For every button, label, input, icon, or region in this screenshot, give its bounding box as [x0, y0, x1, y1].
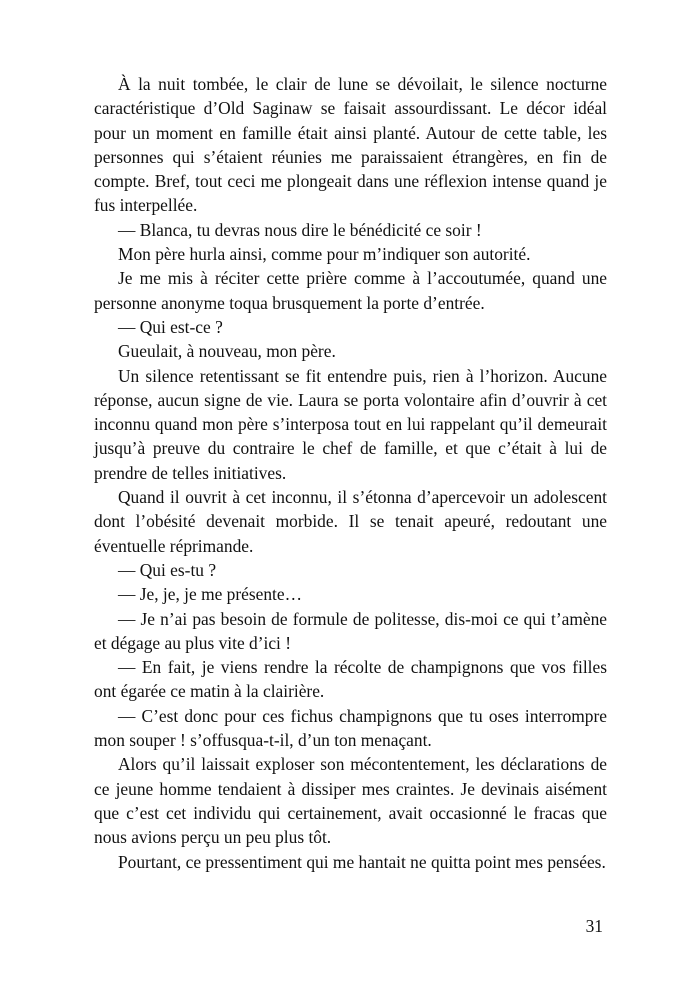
dialogue-line: — Je, je, je me présente… [118, 584, 302, 605]
dialogue-line: — Blanca, tu devras nous dire le bénédicité ce soir ! [118, 219, 482, 240]
paragraph: Pourtant, ce pressentiment qui me hantait ne quitta point mes pensées. [118, 851, 606, 872]
dialogue-line: — En fait, je viens rendre la récolte de champignons que vos filles ont égarée ce matin à la clairière. [94, 657, 607, 702]
paragraph: Je me mis à réciter cette prière comme à l’accoutumée, quand une personne anonyme toqua brusquement la porte d’entrée. [94, 268, 607, 313]
paragraph: Un silence retentissant se fit entendre puis, rien à l’horizon. Aucune réponse, aucun signe de vie. Laura se porta volontaire afin d’ouvrir à cet inconnu quand mon père s’interposa tout en lui rappelant qu’il demeurait jusqu’à preuve du contraire le chef de famille, et que c’était à lui de prendre de telles initiatives. [94, 365, 607, 483]
page-number: 31 [585, 916, 603, 936]
paragraph: Quand il ouvrit à cet inconnu, il s’étonna d’apercevoir un adolescent dont l’obésité devenait morbide. Il se tenait apeuré, redoutant une éventuelle réprimande. [94, 487, 607, 556]
body-text [94, 72, 607, 874]
dialogue-line: — Je n’ai pas besoin de formule de politesse, dis-moi ce qui t’amène et dégage au plus vite d’ici ! [94, 608, 607, 653]
paragraph: Gueulait, à nouveau, mon père. [118, 341, 336, 362]
paragraph: Alors qu’il laissait exploser son mécontentement, les déclarations de ce jeune homme tendaient à dissiper mes craintes. Je devinais aisément que c’est cet individu qui certainement, avait occasionné le fracas que nous avions perçu un peu plus tôt. [94, 754, 607, 848]
paragraph: À la nuit tombée, le clair de lune se dévoilait, le silence nocturne caractéristique d’Old Saginaw se faisait assourdissant. Le décor idéal pour un moment en famille était ainsi planté. Autour de cette table, les personnes qui s’étaient réunies me paraissaient étrangères, en fin de compte. Bref, tout ceci me plongeait dans une réflexion intense quand je fus interpellée. [94, 74, 607, 216]
dialogue-line: — C’est donc pour ces fichus champignons que tu oses interrompre mon souper ! s’offusqua-t-il, d’un ton menaçant. [94, 705, 607, 751]
paragraph: Mon père hurla ainsi, comme pour m’indiquer son autorité. [118, 244, 531, 265]
dialogue-line: — Qui es-tu ? [118, 559, 217, 580]
dialogue-line: — Qui est-ce ? [118, 316, 223, 337]
